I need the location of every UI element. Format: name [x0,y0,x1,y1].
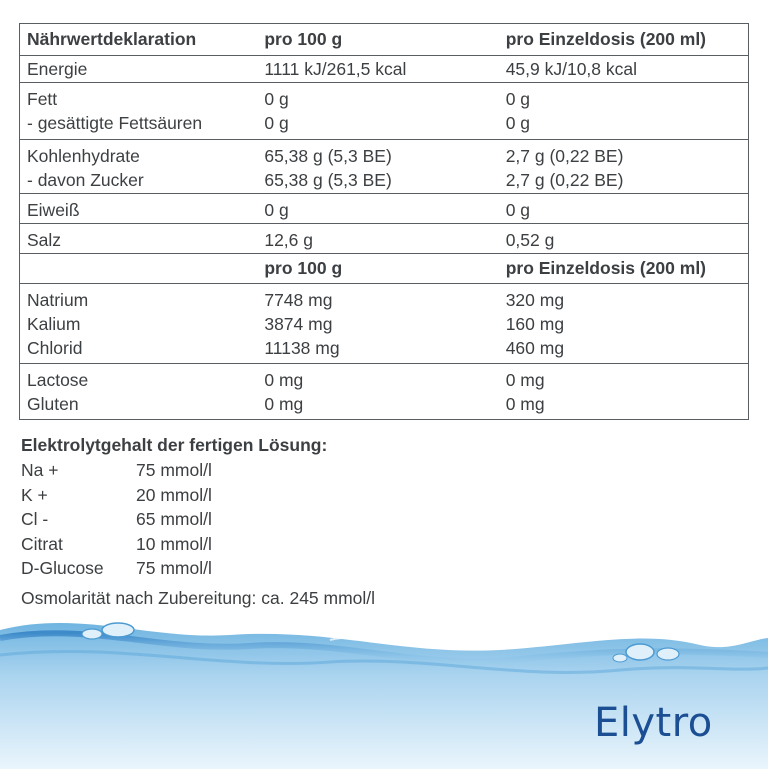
row-per100: 12,6 g [264,230,313,250]
row-per100-cell [257,144,498,193]
table-header-row [20,24,748,55]
kohlenhydrate-perdose: 2,7 g (0,22 BE) [505,146,624,166]
row-label-cell [20,368,257,419]
natrium-per100: 7748 mg [264,290,333,310]
kalium-label: Kalium [27,314,81,334]
kalium-per100: 3874 mg [264,314,333,334]
electrolyte-value: 10 mmol/l [136,533,212,554]
electrolyte-item [21,458,327,483]
kalium-perdose: 160 mg [505,314,565,334]
fettsaeuren-per100: 0 g [264,113,289,133]
fettsaeuren-perdose: 0 g [505,113,531,133]
chlorid-perdose: 460 mg [505,338,565,358]
table-row-eiweiss [20,193,748,223]
zucker-perdose: 2,7 g (0,22 BE) [505,170,624,190]
zucker-per100: 65,38 g (5,3 BE) [264,170,392,190]
subheader-perdose: pro Einzeldosis (200 ml) [505,258,707,278]
fett-label: Fett [27,89,58,109]
electrolyte-value: 75 mmol/l [136,460,212,480]
row-per100-cell [257,87,498,139]
row-per100: 0 g [264,200,289,220]
subheader-empty [20,256,257,283]
table-row-minerals [20,283,748,363]
electrolyte-name: K + [21,484,48,505]
row-per100-cell [257,368,498,419]
electrolyte-value: 20 mmol/l [136,484,212,505]
natrium-perdose: 320 mg [505,290,565,310]
header-perdose: pro Einzeldosis (200 ml) [505,29,707,49]
lactose-perdose: 0 mg [505,370,545,390]
row-perdose-cell [499,368,748,419]
fett-per100: 0 g [264,89,289,109]
lactose-per100: 0 mg [264,370,304,390]
row-perdose: 0 g [505,200,531,220]
electrolyte-name: D-Glucose [21,558,104,578]
lactose-label: Lactose [27,370,89,390]
zucker-label: - davon Zucker [27,170,144,190]
row-perdose-cell [499,288,748,363]
electrolyte-value: 75 mmol/l [136,558,212,578]
row-perdose-cell [499,144,748,193]
electrolyte-name: Na + [21,460,59,480]
chlorid-label: Chlorid [27,338,83,358]
electrolyte-title: Elektrolytgehalt der fertigen Lösung: [21,435,328,455]
row-label: Salz [27,230,62,250]
row-per100: 1111 kJ/261,5 kcal [264,59,407,79]
electrolyte-section [21,432,327,581]
electrolyte-name: Citrat [21,533,63,554]
nutrition-table [19,23,749,420]
electrolyte-item [21,507,327,532]
row-perdose: 0,52 g [505,230,555,250]
electrolyte-item [21,483,327,508]
gluten-per100: 0 mg [264,394,304,414]
osmolarity-text: Osmolarität nach Zubereitung: ca. 245 mmol/l [21,588,376,608]
header-per100: pro 100 g [264,29,343,49]
table-row-lactose-gluten [20,363,748,419]
row-perdose: 45,9 kJ/10,8 kcal [505,59,638,79]
table-row-salz [20,223,748,253]
electrolyte-value: 65 mmol/l [136,509,212,529]
table-row-kohlenhydrate [20,139,748,193]
natrium-label: Natrium [27,290,89,310]
subheader-per100: pro 100 g [264,258,343,278]
row-perdose-cell [499,87,748,139]
kohlenhydrate-per100: 65,38 g (5,3 BE) [264,146,392,166]
kohlenhydrate-label: Kohlenhydrate [27,146,140,166]
row-label: Energie [27,59,88,79]
chlorid-per100: 11138 mg [264,338,340,358]
row-label-cell [20,288,257,363]
header-label: Nährwertdeklaration [27,29,197,49]
table-row-energie [20,55,748,82]
gluten-label: Gluten [27,394,79,414]
table-row-fett [20,82,748,139]
fett-perdose: 0 g [505,89,531,109]
row-label-cell [20,144,257,193]
electrolyte-item [21,556,327,581]
row-per100-cell [257,288,498,363]
table-subheader-row [20,253,748,283]
row-label-cell [20,87,257,139]
electrolyte-name: Cl - [21,509,49,529]
fettsaeuren-label: - gesättigte Fettsäuren [27,113,203,133]
electrolyte-item [21,532,327,557]
brand-logo: Elytro [594,700,713,746]
gluten-perdose: 0 mg [505,394,545,414]
row-label: Eiweiß [27,200,80,220]
